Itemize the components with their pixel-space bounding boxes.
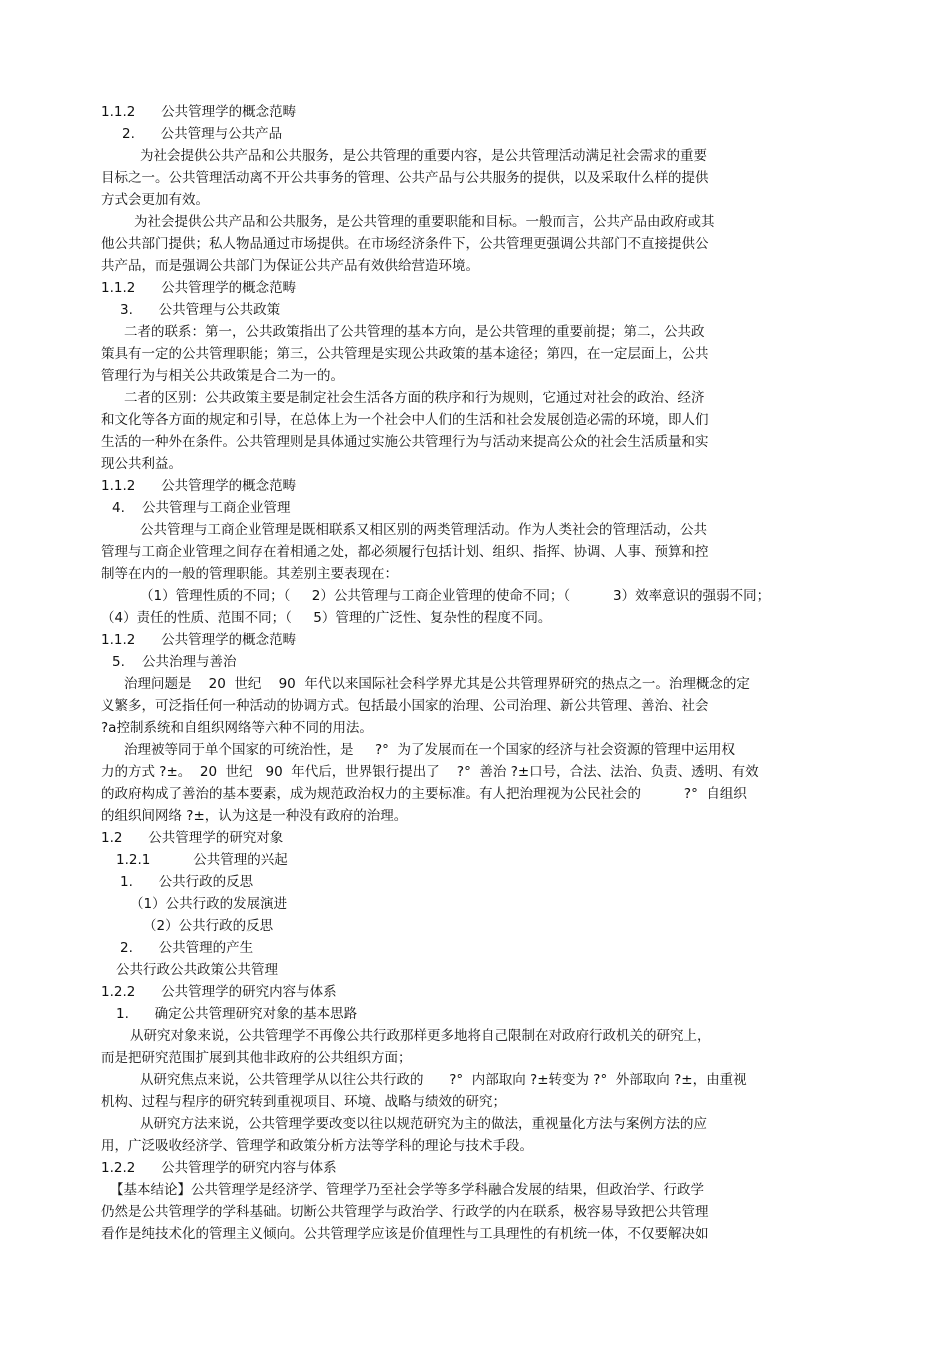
section-heading: 1.2 公共管理学的研究对象 xyxy=(101,830,284,846)
paragraph-line: 【基本结论】公共管理学是经济学、管理学乃至社会学等多学科融合发展的结果，但政治学、行政学 xyxy=(110,1182,704,1198)
paragraph-line: ?a控制系统和自组织网络等六种不同的用法。 xyxy=(101,720,373,736)
paragraph-line: 仍然是公共管理学的学科基础。切断公共管理学与政治学、行政学的内在联系，极容易导致把公共管理 xyxy=(101,1204,709,1220)
subsection-heading: 3. 公共管理与公共政策 xyxy=(120,302,281,318)
paragraph-line: 而是把研究范围扩展到其他非政府的公共组织方面； xyxy=(101,1050,412,1066)
paragraph-line: 管理与工商企业管理之间存在着相通之处，都必须履行包括计划、组织、指挥、协调、人事、预算和控 xyxy=(101,544,709,560)
paragraph-line: 目标之一。公共管理活动离不开公共事务的管理、公共产品与公共服务的提供，以及采取什么样的提供 xyxy=(101,170,709,186)
section-heading: 1.1.2 公共管理学的概念范畴 xyxy=(101,478,297,494)
section-heading: 1.2.2 公共管理学的研究内容与体系 xyxy=(101,1160,337,1176)
section-heading: 1.1.2 公共管理学的概念范畴 xyxy=(101,280,297,296)
paragraph-line: 共产品，而是强调公共部门为保证公共产品有效供给营造环境。 xyxy=(101,258,479,274)
paragraph-line: 治理被等同于单个国家的可统治性，是 ?° 为了发展而在一个国家的经济与社会资源的管理中运用权 xyxy=(124,742,735,758)
subsection-heading: 2. 公共管理与公共产品 xyxy=(122,126,283,142)
paragraph-line: 方式会更加有效。 xyxy=(101,192,209,208)
section-heading: 1.1.2 公共管理学的概念范畴 xyxy=(101,104,297,120)
subsection-heading: 1.2.1 公共管理的兴起 xyxy=(116,852,288,868)
paragraph-line: 管理行为与相关公共政策是合二为一的。 xyxy=(101,368,344,384)
paragraph-line: 二者的联系：第一，公共政策指出了公共管理的基本方向，是公共管理的重要前提；第二，公共政 xyxy=(124,324,705,340)
list-heading: 1. 公共行政的反思 xyxy=(120,874,254,890)
paragraph-line: 机构、过程与程序的研究转到重视项目、环境、战略与绩效的研究； xyxy=(101,1094,506,1110)
list-item: （1）公共行政的发展演进 xyxy=(130,896,288,912)
paragraph-line: 力的方式 ?±。 20 世纪 90 年代后，世界银行提出了 ?° 善治 ?±口号，合法、法治、负责、透明、有效 xyxy=(101,764,759,780)
paragraph-line: 公共管理与工商企业管理是既相联系又相区别的两类管理活动。作为人类社会的管理活动，公共 xyxy=(140,522,707,538)
paragraph-line: 为社会提供公共产品和公共服务，是公共管理的重要内容，是公共管理活动满足社会需求的重要 xyxy=(140,148,707,164)
paragraph-line: 义繁多，可泛指任何一种活动的协调方式。包括最小国家的治理、公司治理、新公共管理、善治、社会 xyxy=(101,698,709,714)
section-heading: 1.2.2 公共管理学的研究内容与体系 xyxy=(101,984,337,1000)
paragraph-line: 公共行政公共政策公共管理 xyxy=(116,962,278,978)
subsection-heading: 4. 公共管理与工商企业管理 xyxy=(112,500,291,516)
paragraph-line: 现公共利益。 xyxy=(101,456,182,472)
paragraph-line: 治理问题是 20 世纪 90 年代以来国际社会科学界尤其是公共管理界研究的热点之一。治理概念的定 xyxy=(124,676,750,692)
paragraph-line: 制等在内的一般的管理职能。其差别主要表现在： xyxy=(101,566,398,582)
section-heading: 1.1.2 公共管理学的概念范畴 xyxy=(101,632,297,648)
paragraph-line: 从研究对象来说，公共管理学不再像公共行政那样更多地将自己限制在对政府行政机关的研究上， xyxy=(130,1028,711,1044)
list-heading: 1. 确定公共管理研究对象的基本思路 xyxy=(116,1006,358,1022)
paragraph-line: 的组织间网络 ?±，认为这是一种没有政府的治理。 xyxy=(101,808,408,824)
paragraph-line: 二者的区别：公共政策主要是制定社会生活各方面的秩序和行为规则，它通过对社会的政治、经济 xyxy=(124,390,705,406)
paragraph-line: 生活的一种外在条件。公共管理则是具体通过实施公共管理行为与活动来提高公众的社会生活质量和实 xyxy=(101,434,709,450)
paragraph-line: 他公共部门提供；私人物品通过市场提供。在市场经济条件下，公共管理更强调公共部门不直接提供公 xyxy=(101,236,709,252)
paragraph-line: 从研究方法来说，公共管理学要改变以往以规范研究为主的做法，重视量化方法与案例方法的应 xyxy=(140,1116,707,1132)
list-item: （2）公共行政的反思 xyxy=(143,918,274,934)
list-heading: 2. 公共管理的产生 xyxy=(120,940,254,956)
paragraph-line: 和文化等各方面的规定和引导，在总体上为一个社会中人们的生活和社会发展创造必需的环境，即人们 xyxy=(101,412,709,428)
paragraph-line: 策具有一定的公共管理职能；第三，公共管理是实现公共政策的基本途径；第四，在一定层面上，公共 xyxy=(101,346,709,362)
subsection-heading: 5. 公共治理与善治 xyxy=(112,654,237,670)
list-line: （4）责任的性质、范围不同；（ 5）管理的广泛性、复杂性的程度不同。 xyxy=(101,610,552,626)
paragraph-line: 为社会提供公共产品和公共服务，是公共管理的重要职能和目标。一般而言，公共产品由政府或其 xyxy=(134,214,715,230)
paragraph-line: 的政府构成了善治的基本要素，成为规范政治权力的主要标准。有人把治理视为公民社会的 ?° 自组织 xyxy=(101,786,747,802)
list-line: （1）管理性质的不同；（ 2）公共管理与工商企业管理的使命不同；（ 3）效率意识的强弱不同； xyxy=(140,588,771,604)
paragraph-line: 看作是纯技术化的管理主义倾向。公共管理学应该是价值理性与工具理性的有机统一体，不仅要解决如 xyxy=(101,1226,709,1242)
paragraph-line: 用，广泛吸收经济学、管理学和政策分析方法等学科的理论与技术手段。 xyxy=(101,1138,533,1154)
paragraph-line: 从研究焦点来说，公共管理学从以往公共行政的 ?° 内部取向 ?±转变为 ?° 外部取向 ?±，由重视 xyxy=(140,1072,747,1088)
